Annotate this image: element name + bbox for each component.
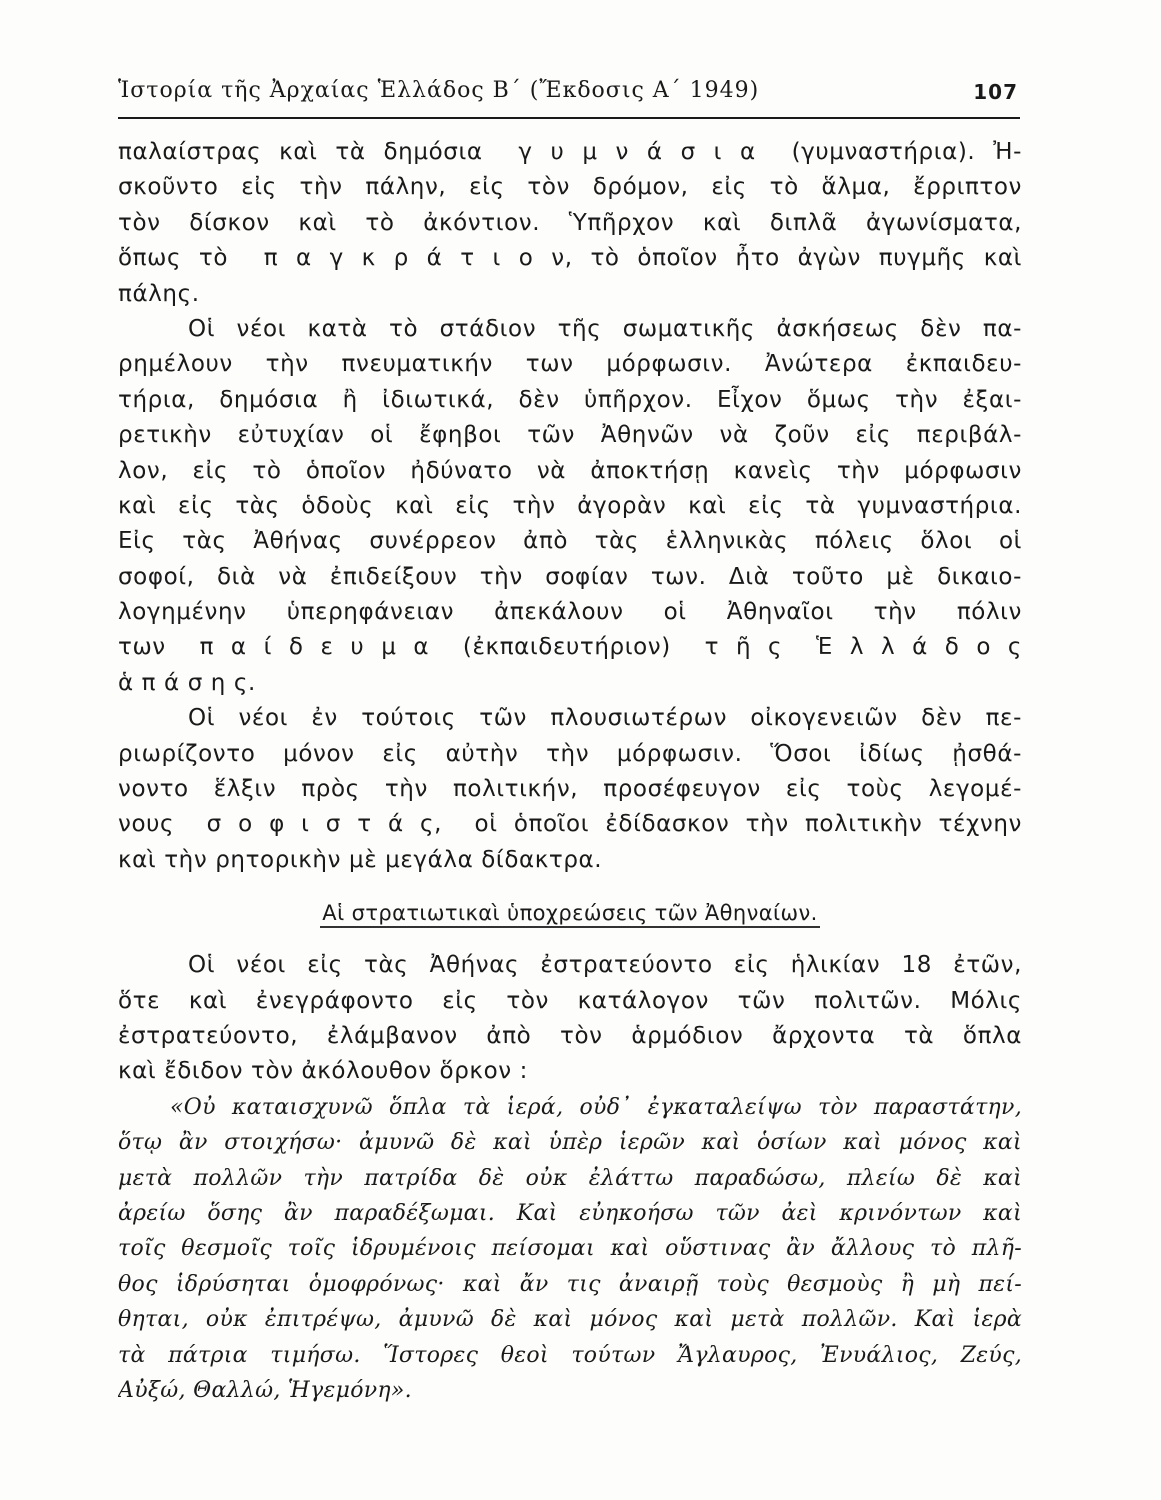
oath-line: τοῖς θεσμοῖς τοῖς ἱδρυμένοις πείσομαι καὶ οὕστινας ἂν ἄλλους τὸ πλῆ-	[118, 1236, 1022, 1262]
oath-line: τὰ πάτρια τιμήσω. Ἵστορες θεοὶ τούτων Ἄγλαυρος, Ἐνυάλιος, Ζεύς,	[118, 1342, 1022, 1368]
running-header	[118, 78, 1020, 114]
section-heading-text: Αἱ στρατιωτικαὶ ὑποχρεώσεις τῶν Ἀθηναίων.	[320, 901, 819, 928]
ephebic-oath	[118, 1090, 1022, 1409]
text-line: ρημέλουν τὴν πνευματικήν των μόρφωσιν. Ἀνώτερα ἐκπαιδευ-	[118, 351, 1022, 378]
text-line: σοφοί, διὰ νὰ ἐπιδείξουν τὴν σοφίαν των. Διὰ τοῦτο μὲ δικαιο-	[118, 563, 1022, 590]
text-line: καὶ τὴν ρητορικὴν μὲ μεγάλα δίδακτρα.	[118, 846, 603, 873]
text-line: σκοῦντο εἰς τὴν πάλην, εἰς τὸν δρόμον, εἰς τὸ ἅλμα, ἔρριπτον	[118, 174, 1022, 201]
oath-line: Αὐξώ, Θαλλώ, Ἡγεμόνη».	[118, 1377, 412, 1403]
oath-line: θηται, οὐκ ἐπιτρέψω, ἀμυνῶ δὲ καὶ μόνος καὶ μετὰ πολλῶν. Καὶ ἱερὰ	[118, 1307, 1022, 1333]
text-line: νους σ ο φ ι σ τ ά ς, οἱ ὁποῖοι ἐδίδασκον τὴν πολιτικὴν τέχνην	[118, 811, 1022, 838]
header-title: Ἱστορία τῆς Ἀρχαίας Ἑλλάδος Β΄ (Ἔκδοσις Α΄ 1949)	[118, 78, 760, 103]
text-line: ἁ π ά σ η ς.	[118, 669, 256, 696]
paragraph-military	[118, 948, 1022, 1090]
text-line: τήρια, δημόσια ἢ ἰδιωτικά, δὲν ὑπῆρχον. Εἶχον ὅμως τὴν ἐξαι-	[118, 386, 1022, 413]
text-line: παλαίστρας καὶ τὰ δημόσια γ υ μ ν ά σ ι α (γυμναστήρια). Ἠ-	[118, 139, 1022, 165]
oath-line: «Οὐ καταισχυνῶ ὅπλα τὰ ἱερά, οὐδ᾽ ἐγκαταλείψω τὸν παραστάτην,	[170, 1094, 1022, 1120]
section-heading	[118, 878, 1022, 948]
page-number: 107	[973, 80, 1018, 104]
paragraph-gymnasia	[118, 135, 1022, 312]
body-text	[118, 135, 1022, 1408]
text-line: Οἱ νέοι ἐν τούτοις τῶν πλουσιωτέρων οἰκογενειῶν δὲν πε-	[188, 705, 1022, 732]
text-line: Οἱ νέοι κατὰ τὸ στάδιον τῆς σωματικῆς ἀσκήσεως δὲν πα-	[188, 315, 1022, 342]
text-line: Εἰς τὰς Ἀθήνας συνέρρεον ἀπὸ τὰς ἑλληνικὰς πόλεις ὅλοι οἱ	[118, 528, 1022, 555]
text-line: ὅτε καὶ ἐνεγράφοντο εἰς τὸν κατάλογον τῶν πολιτῶν. Μόλις	[118, 987, 1022, 1014]
text-line: των π α ί δ ε υ μ α (ἐκπαιδευτήριον) τ ῆ ς Ἑ λ λ ά δ ο ς	[118, 634, 1022, 661]
text-line: ρετικὴν εὐτυχίαν οἱ ἔφηβοι τῶν Ἀθηνῶν νὰ ζοῦν εἰς περιβάλ-	[118, 422, 1022, 449]
text-line: ἐστρατεύοντο, ἐλάμβανον ἀπὸ τὸν ἁρμόδιον ἄρχοντα τὰ ὅπλα	[118, 1022, 1022, 1049]
oath-line: ἀρείω ὅσης ἂν παραδέξωμαι. Καὶ εὐηκοήσω τῶν ἀεὶ κρινόντων καὶ	[118, 1200, 1022, 1226]
header-rule	[118, 117, 1020, 119]
text-line: νοντο ἕλξιν πρὸς τὴν πολιτικήν, προσέφευγον εἰς τοὺς λεγομέ-	[118, 776, 1022, 803]
text-line: πάλης.	[118, 280, 200, 307]
oath-line: θος ἱδρύσηται ὁμοφρόνως· καὶ ἄν τις ἀναιρῇ τοὺς θεσμοὺς ἢ μὴ πεί-	[118, 1271, 1022, 1297]
paragraph-sophists	[118, 701, 1022, 878]
text-line: καὶ εἰς τὰς ὁδοὺς καὶ εἰς τὴν ἀγορὰν καὶ εἰς τὰ γυμναστήρια.	[118, 492, 1022, 519]
text-line: Οἱ νέοι εἰς τὰς Ἀθήνας ἐστρατεύοντο εἰς ἡλικίαν 18 ἐτῶν,	[188, 952, 1022, 979]
text-line: τὸν δίσκον καὶ τὸ ἀκόντιον. Ὑπῆρχον καὶ διπλᾶ ἀγωνίσματα,	[118, 209, 1022, 236]
text-line: λογημένην ὑπερηφάνειαν ἀπεκάλουν οἱ Ἀθηναῖοι τὴν πόλιν	[118, 599, 1022, 626]
paragraph-education	[118, 312, 1022, 701]
text-line: ὅπως τὸ π α γ κ ρ ά τ ι ο ν, τὸ ὁποῖον ἦτο ἀγὼν πυγμῆς καὶ	[118, 245, 1022, 272]
text-line: λον, εἰς τὸ ὁποῖον ἠδύνατο νὰ ἀποκτήσῃ κανεὶς τὴν μόρφωσιν	[118, 457, 1022, 484]
text-line: ριωρίζοντο μόνον εἰς αὐτὴν τὴν μόρφωσιν. Ὅσοι ἰδίως ᾐσθά-	[118, 740, 1022, 767]
text-line: καὶ ἔδιδον τὸν ἀκόλουθον ὅρκον :	[118, 1058, 528, 1085]
oath-line: ὅτῳ ἂν στοιχήσω· ἀμυνῶ δὲ καὶ ὑπὲρ ἱερῶν καὶ ὁσίων καὶ μόνος καὶ	[118, 1130, 1022, 1156]
oath-line: μετὰ πολλῶν τὴν πατρίδα δὲ οὐκ ἐλάττω παραδώσω, πλείω δὲ καὶ	[118, 1165, 1022, 1191]
